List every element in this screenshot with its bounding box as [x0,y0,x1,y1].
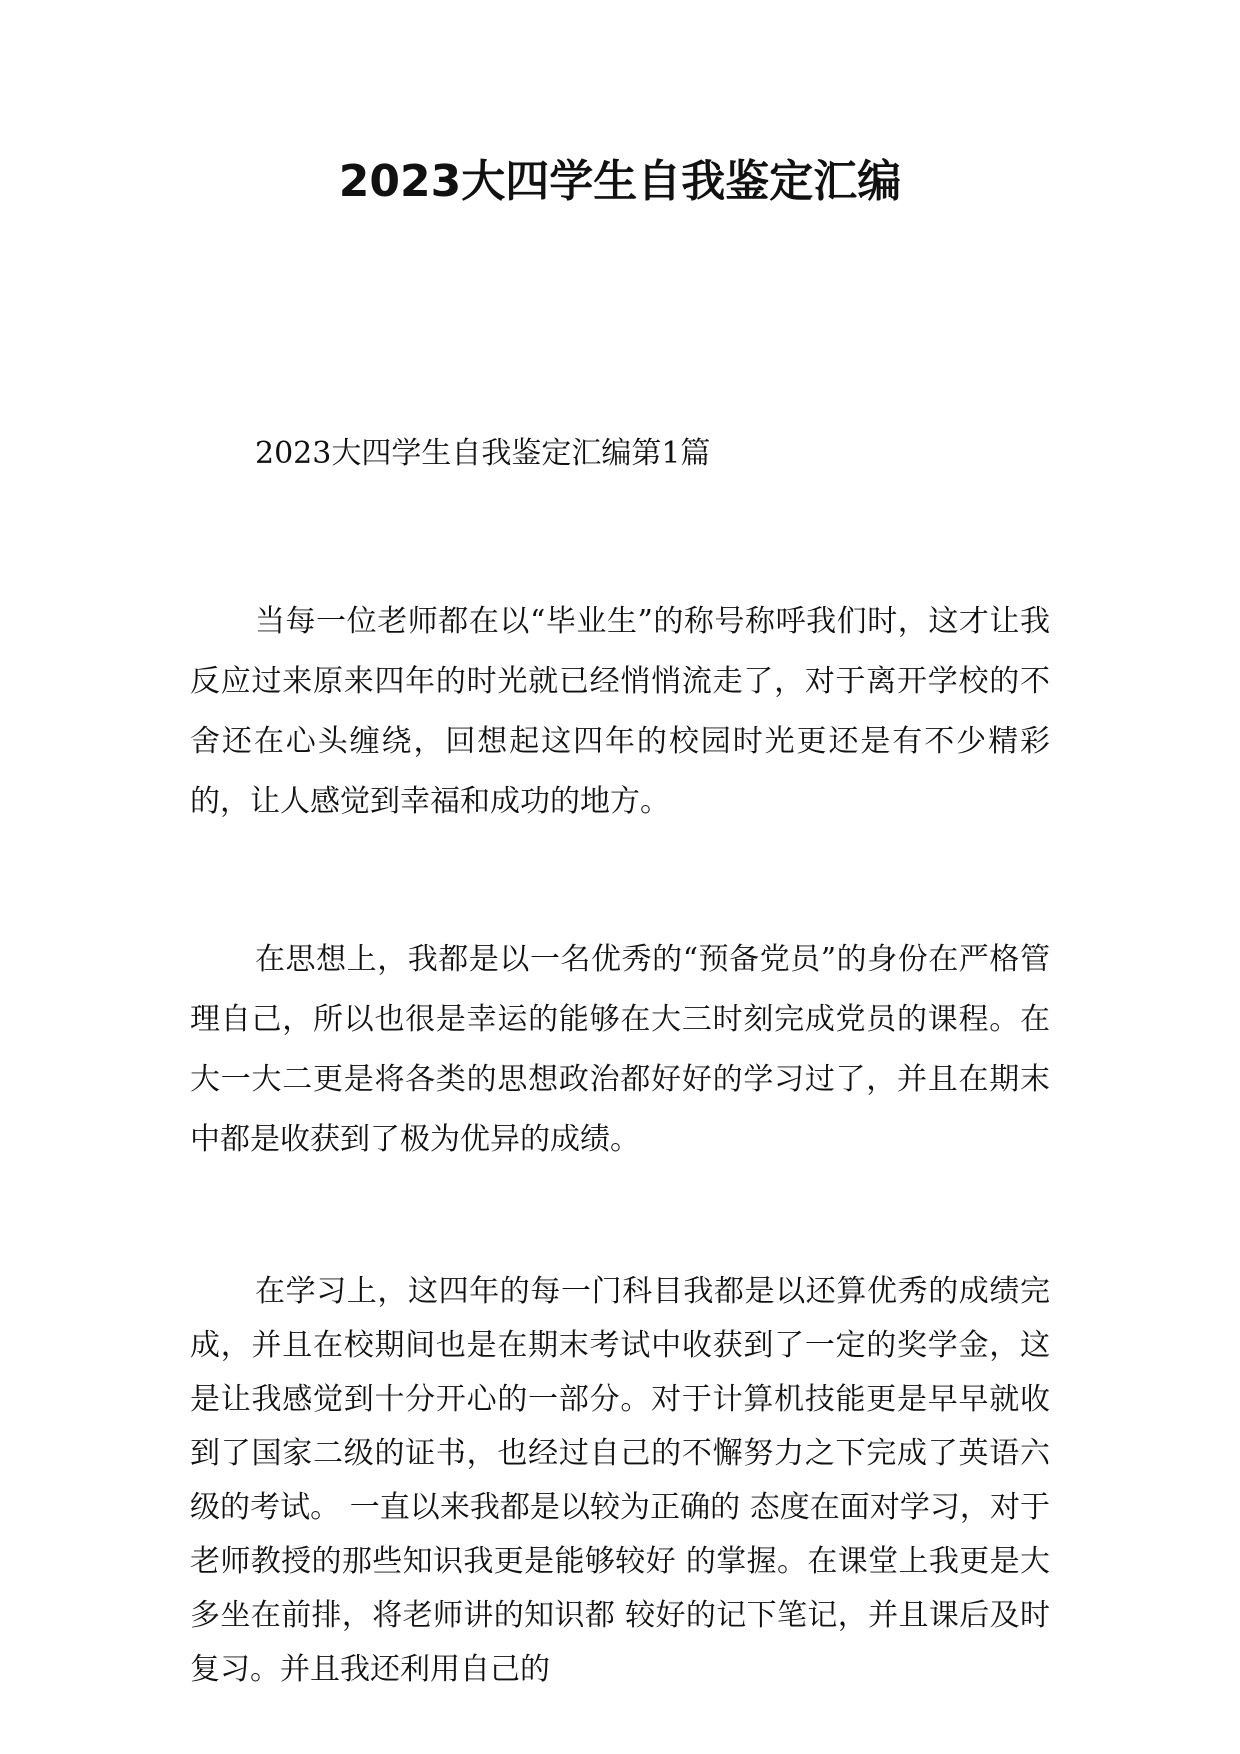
paragraph-2: 在思想上，我都是以一名优秀的“预备党员”的身份在严格管理自己，所以也很是幸运的能够在大三时刻完成党员的课程。在大一大二更是将各类的思想政治都好好的学习过了，并且在期末中都是收获到了极为优异的成绩。 [190,942,1050,1157]
paragraph-3: 在学习上，这四年的每一门科目我都是以还算优秀的成绩完成，并且在校期间也是在期末考试中收获到了一定的奖学金，这是让我感觉到十分开心的一部分。对于计算机技能更是早早就收到了国家二级的证书，也经过自己的不懈努力之下完成了英语六级的考试。 一直以来我都是以较为正确的 态度在面对学习，对于老师教授的那些知识我更是能够较好 的掌握。在课堂上我更是大多坐在前排，将老师讲的知识都 较好的记下笔记，并且课后及时复习。并且我还利用自己的 [190,1274,1050,1687]
paragraph-1: 当每一位老师都在以“毕业生”的称号称呼我们时，这才让我反应过来原来四年的时光就已经悄悄流走了，对于离开学校的不舍还在心头缠绕，回想起这四年的校园时光更还是有不少精彩的，让人感觉到幸福和成功的地方。 [190,604,1050,819]
document-title: 2023大四学生自我鉴定汇编 [338,156,902,207]
section-heading: 2023大四学生自我鉴定汇编第1篇 [255,436,711,471]
